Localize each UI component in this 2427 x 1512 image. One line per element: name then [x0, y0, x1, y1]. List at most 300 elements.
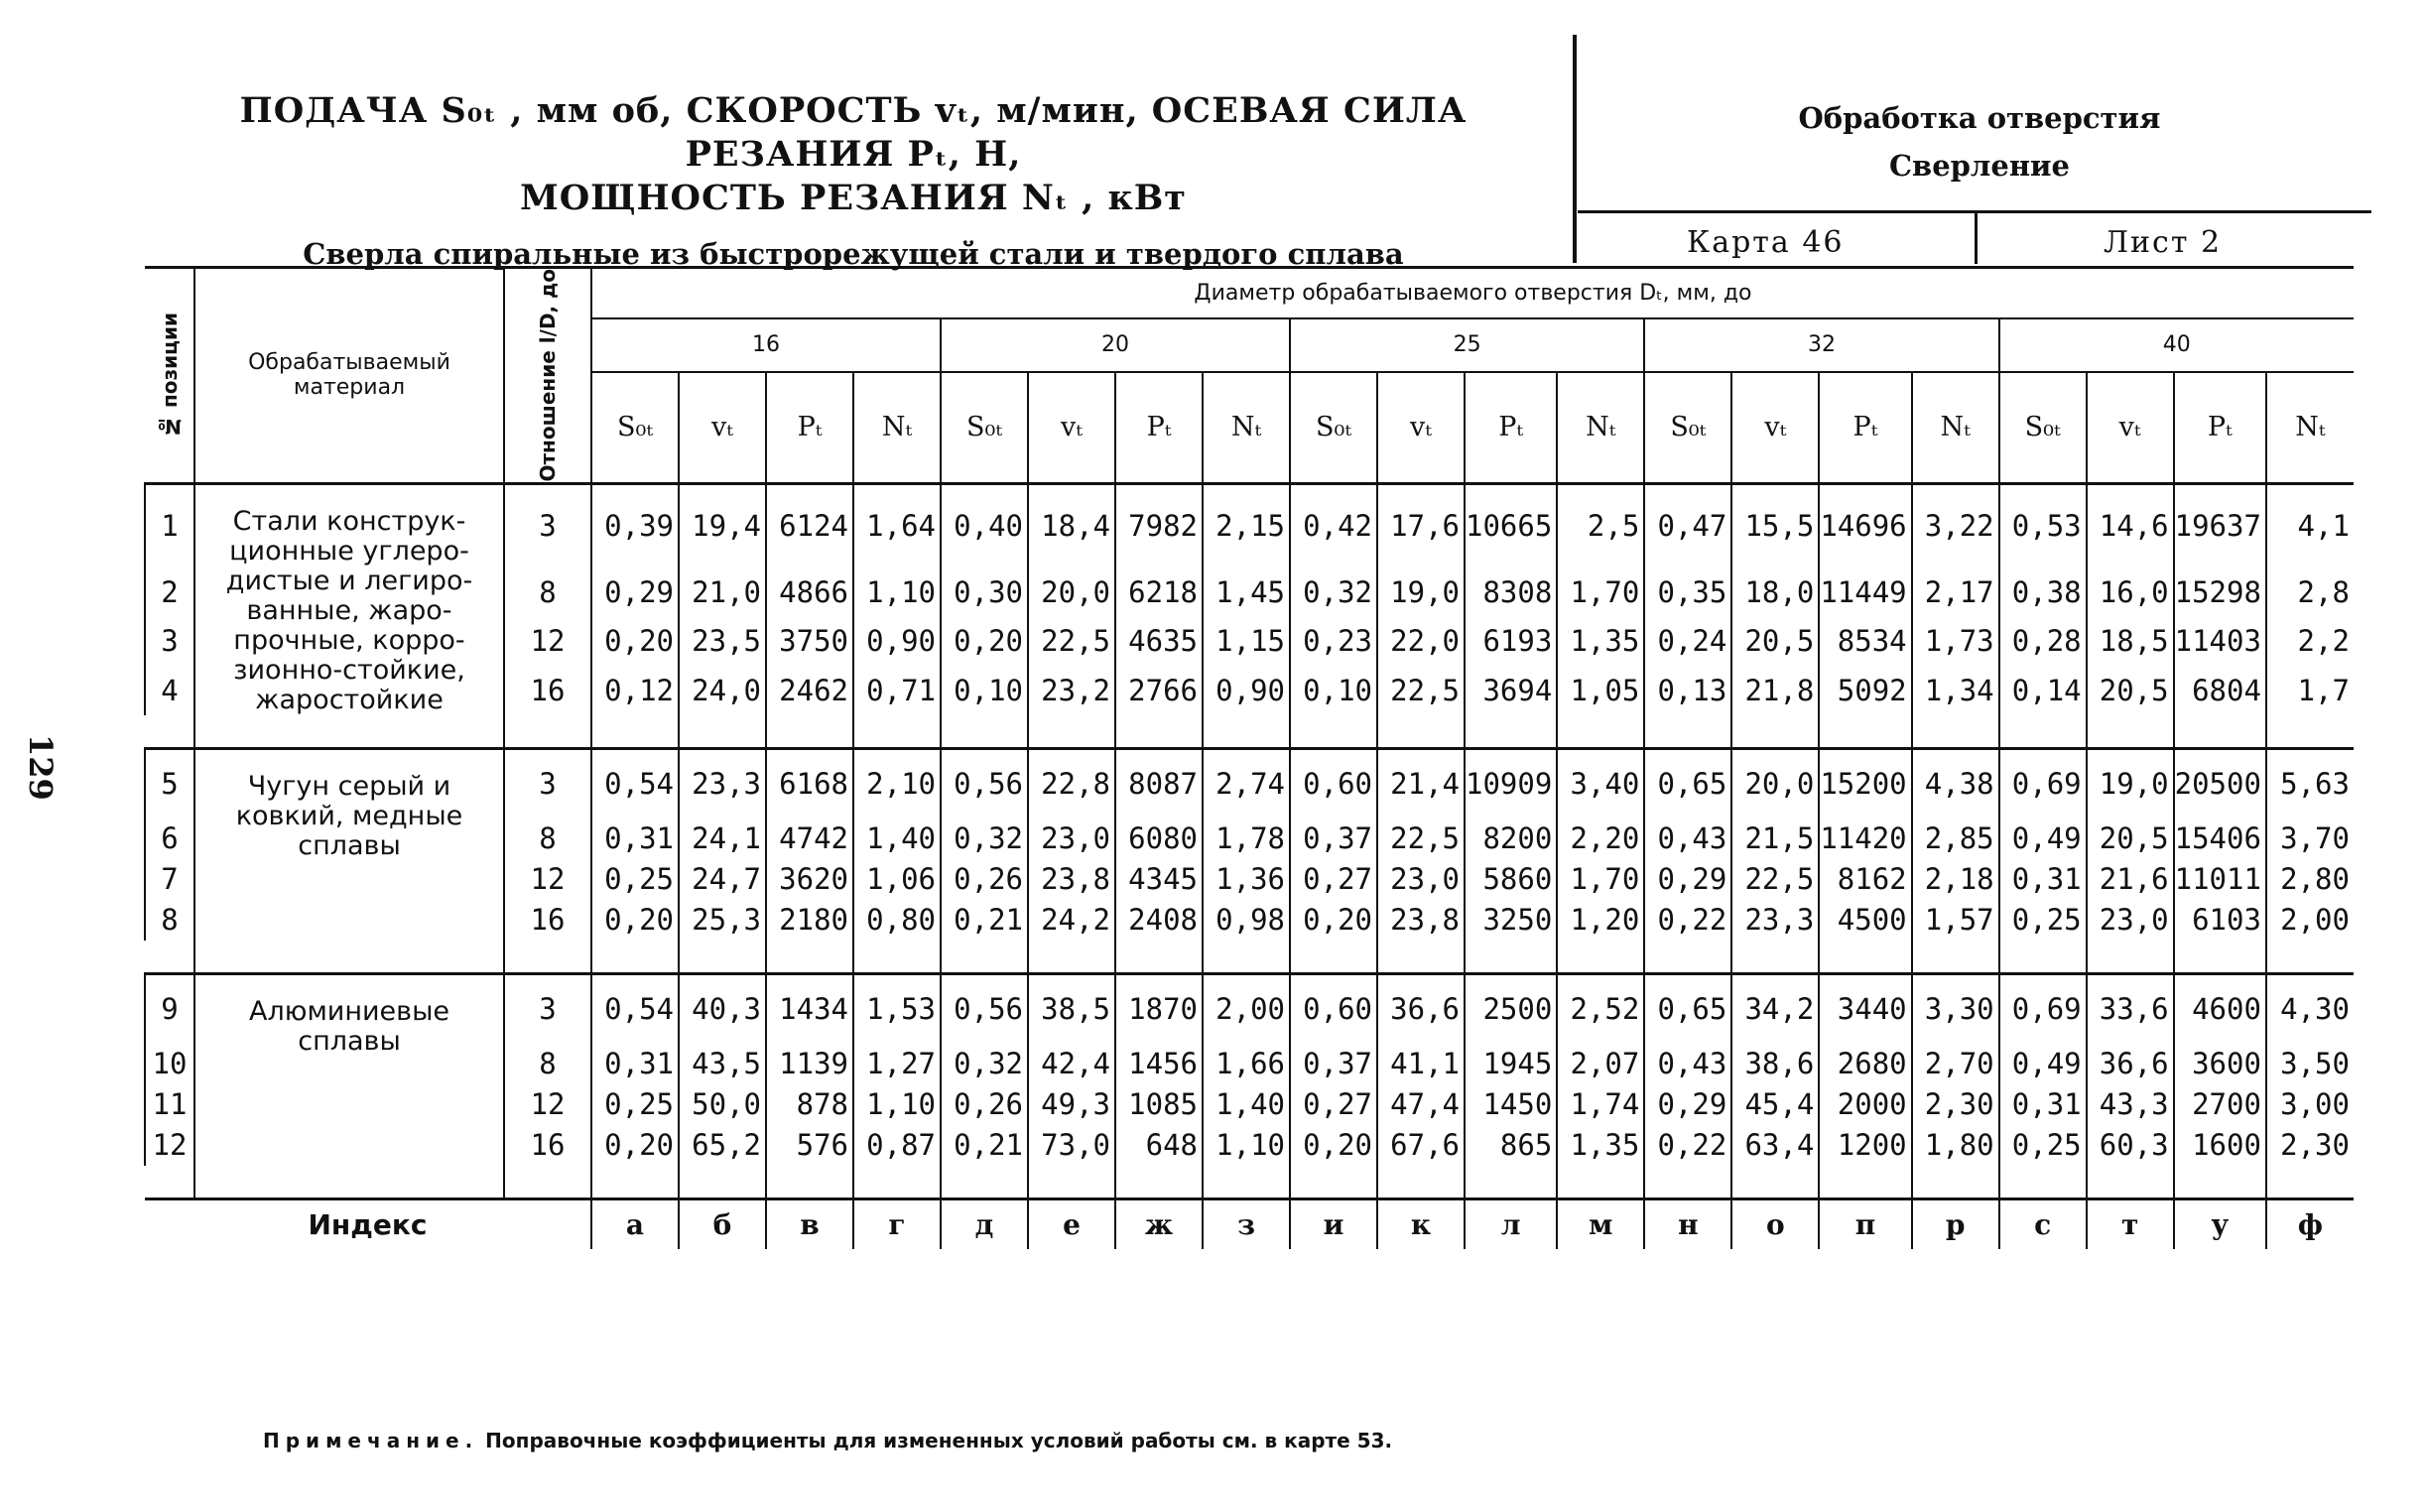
index-letter: д	[941, 1199, 1028, 1249]
value-cell: 20,0	[1028, 567, 1115, 617]
value-cell: 1,64	[853, 483, 941, 567]
value-cell: 1,34	[1912, 666, 1999, 715]
spacer-cell	[766, 941, 853, 974]
value-cell: 2,15	[1203, 483, 1290, 567]
value-cell: 8162	[1819, 859, 1911, 900]
sub-col-header: Nₜ	[1203, 372, 1290, 483]
spacer-cell	[1115, 1166, 1203, 1199]
spacer-cell	[1377, 715, 1465, 749]
ratio-value: 12	[504, 859, 591, 900]
value-cell: 1,40	[853, 819, 941, 859]
value-cell: 8200	[1465, 819, 1557, 859]
spacer-cell	[2266, 1166, 2354, 1199]
spacer-cell	[1465, 1166, 1557, 1199]
diameter-col-header: 32	[1644, 318, 1998, 372]
value-cell: 0,20	[591, 900, 679, 941]
sub-col-header: S₀ₜ	[1644, 372, 1731, 483]
value-cell: 24,7	[679, 859, 766, 900]
value-cell: 0,31	[1999, 859, 2087, 900]
value-cell: 4,1	[2266, 483, 2354, 567]
value-cell: 0,23	[1290, 616, 1377, 666]
value-cell: 14696	[1819, 483, 1911, 567]
value-cell: 50,0	[679, 1084, 766, 1125]
spacer-cell	[1999, 941, 2087, 974]
value-cell: 0,43	[1644, 1044, 1731, 1084]
index-letter: в	[766, 1199, 853, 1249]
value-cell: 0,53	[1999, 483, 2087, 567]
index-letter: ф	[2266, 1199, 2354, 1249]
section-title: Обработка отверстия	[1798, 101, 2161, 135]
diameter-col-header: 16	[591, 318, 941, 372]
value-cell: 1456	[1115, 1044, 1203, 1084]
value-cell: 15,5	[1731, 483, 1819, 567]
value-cell: 0,28	[1999, 616, 2087, 666]
value-cell: 22,5	[1377, 666, 1465, 715]
index-letter: м	[1557, 1199, 1644, 1249]
value-cell: 878	[766, 1084, 853, 1125]
value-cell: 22,5	[1377, 819, 1465, 859]
value-cell: 15298	[2174, 567, 2266, 617]
footnote-text: Поправочные коэффициенты для измененных условий работы см. в карте 53.	[485, 1429, 1393, 1452]
spacer-cell	[2174, 1166, 2266, 1199]
value-cell: 10665	[1465, 483, 1557, 567]
spacer-cell	[1819, 715, 1911, 749]
value-cell: 1,45	[1203, 567, 1290, 617]
value-cell: 0,30	[941, 567, 1028, 617]
sub-col-header: S₀ₜ	[941, 372, 1028, 483]
position-number: 5	[145, 749, 194, 819]
value-cell: 1,10	[1203, 1125, 1290, 1166]
sub-col-header: vₜ	[1731, 372, 1819, 483]
spacer-cell	[1465, 715, 1557, 749]
value-cell: 4635	[1115, 616, 1203, 666]
value-cell: 1,73	[1912, 616, 1999, 666]
value-cell: 2408	[1115, 900, 1203, 941]
index-row	[145, 1199, 2354, 1249]
spacer-cell	[504, 1166, 591, 1199]
ratio-value: 12	[504, 616, 591, 666]
value-cell: 0,43	[1644, 819, 1731, 859]
value-cell: 6080	[1115, 819, 1203, 859]
value-cell: 11449	[1819, 567, 1911, 617]
col-pos-header	[145, 268, 194, 484]
col-material-label: Обрабатываемый материал	[248, 350, 450, 401]
spacer-cell	[145, 715, 194, 749]
page-number: 129	[22, 734, 60, 801]
value-cell: 4,38	[1912, 749, 1999, 819]
value-cell: 2,8	[2266, 567, 2354, 617]
spacer-cell	[1377, 1166, 1465, 1199]
operation-title: Сверление	[1888, 149, 2071, 183]
value-cell: 1870	[1115, 974, 1203, 1044]
value-cell: 36,6	[2087, 1044, 2174, 1084]
value-cell: 24,0	[679, 666, 766, 715]
spacer-cell	[679, 941, 766, 974]
value-cell: 5092	[1819, 666, 1911, 715]
spacer-cell	[853, 1166, 941, 1199]
value-cell: 67,6	[1377, 1125, 1465, 1166]
value-cell: 1450	[1465, 1084, 1557, 1125]
value-cell: 3,40	[1557, 749, 1644, 819]
index-letter: н	[1644, 1199, 1731, 1249]
ratio-value: 3	[504, 749, 591, 819]
value-cell: 1,66	[1203, 1044, 1290, 1084]
sub-col-header: Nₜ	[1557, 372, 1644, 483]
value-cell: 1,80	[1912, 1125, 1999, 1166]
spacer-cell	[1377, 941, 1465, 974]
value-cell: 6218	[1115, 567, 1203, 617]
spacer-cell	[591, 1166, 679, 1199]
diameter-col-header: 20	[941, 318, 1290, 372]
value-cell: 23,0	[1377, 859, 1465, 900]
value-cell: 34,2	[1731, 974, 1819, 1044]
value-cell: 47,4	[1377, 1084, 1465, 1125]
value-cell: 38,5	[1028, 974, 1115, 1044]
spacer-cell	[504, 941, 591, 974]
position-number: 12	[145, 1125, 194, 1166]
value-cell: 2500	[1465, 974, 1557, 1044]
value-cell: 0,80	[853, 900, 941, 941]
value-cell: 3,00	[2266, 1084, 2354, 1125]
value-cell: 22,5	[1028, 616, 1115, 666]
sub-col-header: Pₜ	[1819, 372, 1911, 483]
spacer-cell	[145, 941, 194, 974]
value-cell: 0,20	[591, 1125, 679, 1166]
value-cell: 0,40	[941, 483, 1028, 567]
spacer-cell	[1819, 1166, 1911, 1199]
value-cell: 6193	[1465, 616, 1557, 666]
value-cell: 11420	[1819, 819, 1911, 859]
spacer-cell	[941, 1166, 1028, 1199]
value-cell: 38,6	[1731, 1044, 1819, 1084]
value-cell: 3250	[1465, 900, 1557, 941]
value-cell: 19,0	[1377, 567, 1465, 617]
value-cell: 5,63	[2266, 749, 2354, 819]
table-row	[145, 974, 2354, 1044]
value-cell: 0,69	[1999, 749, 2087, 819]
material-name: Стали конструк-ционные углеро-дистые и легиро-ванные, жаро-прочные, корро-зионно-стойкие, жаростойкие	[194, 483, 504, 715]
value-cell: 2700	[2174, 1084, 2266, 1125]
value-cell: 16,0	[2087, 567, 2174, 617]
spacer-cell	[2087, 1166, 2174, 1199]
value-cell: 2,85	[1912, 819, 1999, 859]
index-letter: ж	[1115, 1199, 1203, 1249]
value-cell: 4742	[766, 819, 853, 859]
table-row	[145, 749, 2354, 819]
spacer-cell	[1115, 715, 1203, 749]
value-cell: 0,90	[1203, 666, 1290, 715]
value-cell: 18,4	[1028, 483, 1115, 567]
value-cell: 0,35	[1644, 567, 1731, 617]
spacer-cell	[591, 715, 679, 749]
value-cell: 0,21	[941, 900, 1028, 941]
value-cell: 1434	[766, 974, 853, 1044]
index-letter: п	[1819, 1199, 1911, 1249]
value-cell: 3620	[766, 859, 853, 900]
value-cell: 3694	[1465, 666, 1557, 715]
value-cell: 8534	[1819, 616, 1911, 666]
subtitle: Сверла спиральные из быстрорежущей стали и твердого сплава	[303, 237, 1404, 271]
col-material-header	[194, 268, 504, 484]
value-cell: 2766	[1115, 666, 1203, 715]
value-cell: 0,47	[1644, 483, 1731, 567]
value-cell: 0,54	[591, 974, 679, 1044]
value-cell: 0,56	[941, 974, 1028, 1044]
value-cell: 2,5	[1557, 483, 1644, 567]
position-number: 6	[145, 819, 194, 859]
value-cell: 0,37	[1290, 819, 1377, 859]
value-cell: 1,05	[1557, 666, 1644, 715]
diameter-header-label: Диаметр обрабатываемого отверстия Dₜ, мм, до	[1194, 281, 1752, 307]
spacer-cell	[1912, 715, 1999, 749]
title-line-1: ПОДАЧА S₀ₜ , мм об, СКОРОСТЬ vₜ, м/мин, ОСЕВАЯ СИЛА РЕЗАНИЯ Pₜ, Н,	[239, 90, 1468, 175]
value-cell: 0,20	[941, 616, 1028, 666]
value-cell: 20,5	[2087, 666, 2174, 715]
value-cell: 3440	[1819, 974, 1911, 1044]
footnote	[263, 1429, 1392, 1452]
value-cell: 0,60	[1290, 749, 1377, 819]
value-cell: 15406	[2174, 819, 2266, 859]
spacer-cell	[941, 715, 1028, 749]
sheet-number: Лист 2	[2104, 225, 2223, 260]
sub-col-header: S₀ₜ	[1290, 372, 1377, 483]
value-cell: 41,1	[1377, 1044, 1465, 1084]
value-cell: 23,8	[1377, 900, 1465, 941]
spacer-cell	[194, 1166, 504, 1199]
sub-col-header: Nₜ	[2266, 372, 2354, 483]
value-cell: 865	[1465, 1125, 1557, 1166]
value-cell: 2,00	[1203, 974, 1290, 1044]
value-cell: 25,3	[679, 900, 766, 941]
value-cell: 21,0	[679, 567, 766, 617]
spacer-cell	[2174, 715, 2266, 749]
value-cell: 10909	[1465, 749, 1557, 819]
value-cell: 23,5	[679, 616, 766, 666]
value-cell: 2,52	[1557, 974, 1644, 1044]
value-cell: 0,65	[1644, 749, 1731, 819]
spacer-cell	[1644, 1166, 1731, 1199]
value-cell: 2,74	[1203, 749, 1290, 819]
spacer-cell	[1819, 941, 1911, 974]
value-cell: 0,14	[1999, 666, 2087, 715]
value-cell: 0,32	[1290, 567, 1377, 617]
spacer-cell	[1557, 1166, 1644, 1199]
spacer-cell	[2087, 715, 2174, 749]
value-cell: 0,60	[1290, 974, 1377, 1044]
value-cell: 18,5	[2087, 616, 2174, 666]
sub-col-header: vₜ	[2087, 372, 2174, 483]
group-spacer	[145, 715, 2354, 749]
value-cell: 3600	[2174, 1044, 2266, 1084]
value-cell: 2,17	[1912, 567, 1999, 617]
value-cell: 0,65	[1644, 974, 1731, 1044]
value-cell: 40,3	[679, 974, 766, 1044]
value-cell: 0,25	[1999, 900, 2087, 941]
value-cell: 1945	[1465, 1044, 1557, 1084]
value-cell: 33,6	[2087, 974, 2174, 1044]
sub-col-header: vₜ	[1028, 372, 1115, 483]
spacer-cell	[1203, 941, 1290, 974]
card-sheet-divider	[1975, 212, 1978, 264]
value-cell: 2,10	[853, 749, 941, 819]
spacer-cell	[2266, 941, 2354, 974]
value-cell: 576	[766, 1125, 853, 1166]
sub-col-header: S₀ₜ	[591, 372, 679, 483]
value-cell: 0,29	[1644, 1084, 1731, 1125]
value-cell: 0,90	[853, 616, 941, 666]
sub-col-header: Pₜ	[766, 372, 853, 483]
value-cell: 2180	[766, 900, 853, 941]
value-cell: 0,25	[1999, 1125, 2087, 1166]
value-cell: 1600	[2174, 1125, 2266, 1166]
ratio-value: 8	[504, 567, 591, 617]
index-letter: р	[1912, 1199, 1999, 1249]
value-cell: 0,69	[1999, 974, 2087, 1044]
sub-col-header: Nₜ	[1912, 372, 1999, 483]
spacer-cell	[1731, 941, 1819, 974]
value-cell: 0,26	[941, 1084, 1028, 1125]
value-cell: 24,2	[1028, 900, 1115, 941]
position-number: 11	[145, 1084, 194, 1125]
value-cell: 23,0	[2087, 900, 2174, 941]
sub-col-header: vₜ	[679, 372, 766, 483]
header-divider	[1573, 35, 1577, 263]
value-cell: 648	[1115, 1125, 1203, 1166]
diameter-header	[591, 268, 2354, 319]
value-cell: 0,13	[1644, 666, 1731, 715]
sub-col-header: Pₜ	[1465, 372, 1557, 483]
value-cell: 3,22	[1912, 483, 1999, 567]
spacer-cell	[766, 1166, 853, 1199]
value-cell: 1,78	[1203, 819, 1290, 859]
spacer-cell	[2087, 941, 2174, 974]
value-cell: 0,21	[941, 1125, 1028, 1166]
spacer-cell	[766, 715, 853, 749]
value-cell: 0,29	[591, 567, 679, 617]
value-cell: 15200	[1819, 749, 1911, 819]
ratio-value: 8	[504, 819, 591, 859]
value-cell: 1200	[1819, 1125, 1911, 1166]
value-cell: 73,0	[1028, 1125, 1115, 1166]
value-cell: 22,5	[1731, 859, 1819, 900]
value-cell: 1,15	[1203, 616, 1290, 666]
value-cell: 4866	[766, 567, 853, 617]
spacer-cell	[591, 941, 679, 974]
col-pos-label: № позиции	[157, 312, 182, 439]
value-cell: 0,22	[1644, 900, 1731, 941]
value-cell: 36,6	[1377, 974, 1465, 1044]
value-cell: 17,6	[1377, 483, 1465, 567]
position-number: 2	[145, 567, 194, 617]
value-cell: 0,29	[1644, 859, 1731, 900]
value-cell: 21,8	[1731, 666, 1819, 715]
value-cell: 4,30	[2266, 974, 2354, 1044]
value-cell: 2,07	[1557, 1044, 1644, 1084]
value-cell: 23,2	[1028, 666, 1115, 715]
value-cell: 43,5	[679, 1044, 766, 1084]
header-title-block	[149, 89, 1558, 276]
value-cell: 6168	[766, 749, 853, 819]
value-cell: 0,25	[591, 1084, 679, 1125]
value-cell: 0,42	[1290, 483, 1377, 567]
value-cell: 1,36	[1203, 859, 1290, 900]
value-cell: 2,20	[1557, 819, 1644, 859]
value-cell: 1,27	[853, 1044, 941, 1084]
value-cell: 2,2	[2266, 616, 2354, 666]
spacer-cell	[1999, 1166, 2087, 1199]
spacer-cell	[1644, 941, 1731, 974]
position-number: 10	[145, 1044, 194, 1084]
spacer-cell	[1731, 715, 1819, 749]
value-cell: 20,5	[2087, 819, 2174, 859]
value-cell: 23,3	[1731, 900, 1819, 941]
value-cell: 2,18	[1912, 859, 1999, 900]
spacer-cell	[2266, 715, 2354, 749]
value-cell: 0,32	[941, 1044, 1028, 1084]
spacer-cell	[853, 941, 941, 974]
value-cell: 60,3	[2087, 1125, 2174, 1166]
value-cell: 18,0	[1731, 567, 1819, 617]
value-cell: 1,53	[853, 974, 941, 1044]
spacer-cell	[1290, 715, 1377, 749]
spacer-cell	[1028, 941, 1115, 974]
value-cell: 65,2	[679, 1125, 766, 1166]
spacer-cell	[194, 715, 504, 749]
index-letter: у	[2174, 1199, 2266, 1249]
value-cell: 0,10	[1290, 666, 1377, 715]
col-ratio-header	[504, 268, 591, 484]
value-cell: 23,3	[679, 749, 766, 819]
sub-col-header: Pₜ	[2174, 372, 2266, 483]
data-table	[144, 266, 2354, 1249]
spacer-cell	[941, 941, 1028, 974]
value-cell: 6804	[2174, 666, 2266, 715]
value-cell: 0,20	[1290, 1125, 1377, 1166]
value-cell: 1,57	[1912, 900, 1999, 941]
index-letter: к	[1377, 1199, 1465, 1249]
value-cell: 2680	[1819, 1044, 1911, 1084]
value-cell: 0,37	[1290, 1044, 1377, 1084]
value-cell: 0,98	[1203, 900, 1290, 941]
position-number: 8	[145, 900, 194, 941]
index-letter: и	[1290, 1199, 1377, 1249]
value-cell: 4500	[1819, 900, 1911, 941]
value-cell: 4345	[1115, 859, 1203, 900]
value-cell: 2,30	[2266, 1125, 2354, 1166]
value-cell: 3750	[766, 616, 853, 666]
value-cell: 49,3	[1028, 1084, 1115, 1125]
value-cell: 1139	[766, 1044, 853, 1084]
spacer-cell	[145, 1166, 194, 1199]
value-cell: 0,10	[941, 666, 1028, 715]
value-cell: 3,50	[2266, 1044, 2354, 1084]
spacer-cell	[1465, 941, 1557, 974]
value-cell: 0,56	[941, 749, 1028, 819]
header-section-block	[1583, 94, 2376, 189]
value-cell: 8087	[1115, 749, 1203, 819]
value-cell: 3,70	[2266, 819, 2354, 859]
value-cell: 2000	[1819, 1084, 1911, 1125]
sub-col-header: Pₜ	[1115, 372, 1203, 483]
value-cell: 0,26	[941, 859, 1028, 900]
value-cell: 19637	[2174, 483, 2266, 567]
value-cell: 2,80	[2266, 859, 2354, 900]
spacer-cell	[1557, 941, 1644, 974]
spacer-cell	[2174, 941, 2266, 974]
value-cell: 1,7	[2266, 666, 2354, 715]
value-cell: 23,0	[1028, 819, 1115, 859]
spacer-cell	[679, 715, 766, 749]
